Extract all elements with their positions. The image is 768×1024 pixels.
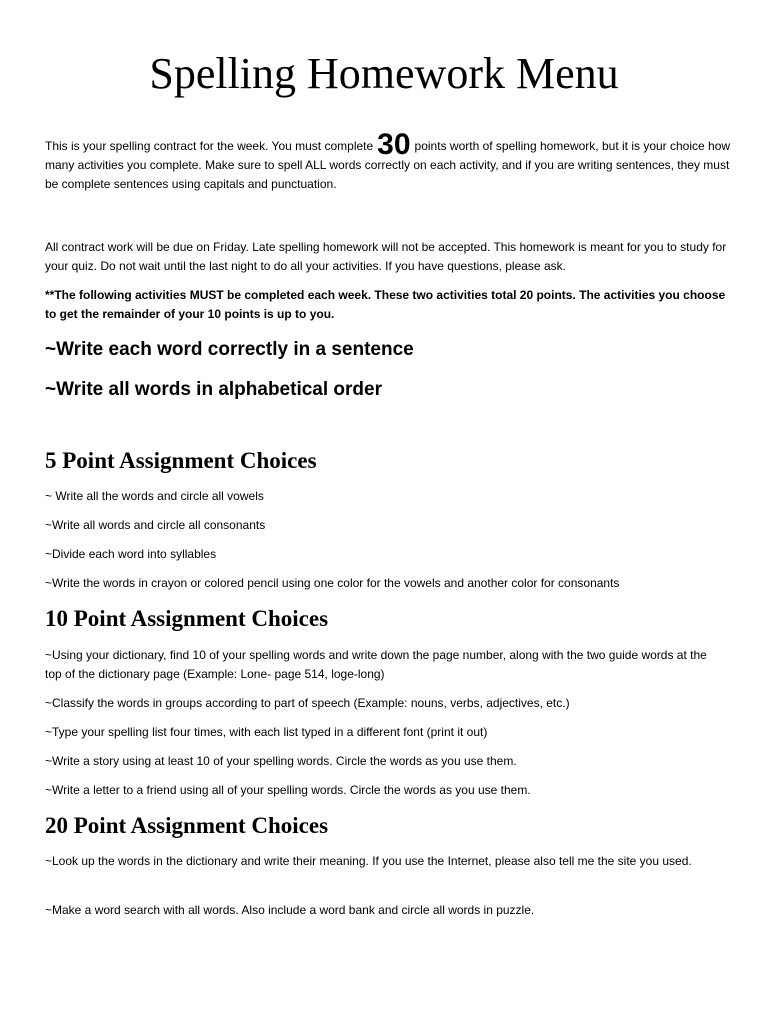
intro-text-before: This is your spelling contract for the week. You must complete [45, 139, 374, 153]
list-item: ~Divide each word into syllables [45, 547, 217, 561]
list-item: ~Write the words in crayon or colored pencil using one color for the vowels and another color for consonants [45, 576, 620, 590]
intro-paragraph [45, 128, 735, 194]
list-item: ~Write a letter to a friend using all of your spelling words. Circle the words as you use them. [45, 783, 531, 797]
section-heading-20-point: 20 Point Assignment Choices [45, 813, 329, 838]
required-activity-2: ~Write all words in alphabetical order [45, 379, 382, 400]
required-activity-1: ~Write each word correctly in a sentence [45, 339, 414, 360]
list-item: ~Write all words and circle all consonants [45, 518, 266, 532]
list-item: ~Write a story using at least 10 of your spelling words. Circle the words as you use them. [45, 754, 517, 768]
section-heading-10-point: 10 Point Assignment Choices [45, 606, 329, 631]
page-title: Spelling Homework Menu [149, 49, 619, 98]
intro-text-after: points worth of spelling homework, but it is your choice how many activities you complete. Make sure to spell ALL words correctly on each activity, and if you are writing sentences, they must be complete sentences using capitals and punctuation. [45, 139, 731, 191]
must-complete-paragraph: **The following activities MUST be completed each week. These two activities total 20 points. The activities you choose to get the remainder of your 10 points is up to you. [45, 288, 726, 321]
list-item: ~Classify the words in groups according to part of speech (Example: nouns, verbs, adjectives, etc.) [45, 696, 570, 710]
required-points: 30 [377, 128, 411, 161]
due-paragraph: All contract work will be due on Friday. Late spelling homework will not be accepted. This homework is meant for you to study for your quiz. Do not wait until the last night to do all your activities. If you have questions, please ask. [45, 240, 727, 273]
list-item: ~Look up the words in the dictionary and write their meaning. If you use the Internet, please also tell me the site you used. [45, 854, 692, 868]
section-heading-5-point: 5 Point Assignment Choices [45, 448, 317, 473]
list-item: ~Using your dictionary, find 10 of your spelling words and write down the page number, along with the two guide words at the top of the dictionary page (Example: Lone- page 514, loge-long) [45, 648, 707, 681]
list-item: ~Make a word search with all words. Also include a word bank and circle all words in puzzle. [45, 903, 535, 917]
list-item: ~ Write all the words and circle all vowels [45, 489, 264, 503]
list-item: ~Type your spelling list four times, with each list typed in a different font (print it out) [45, 725, 488, 739]
